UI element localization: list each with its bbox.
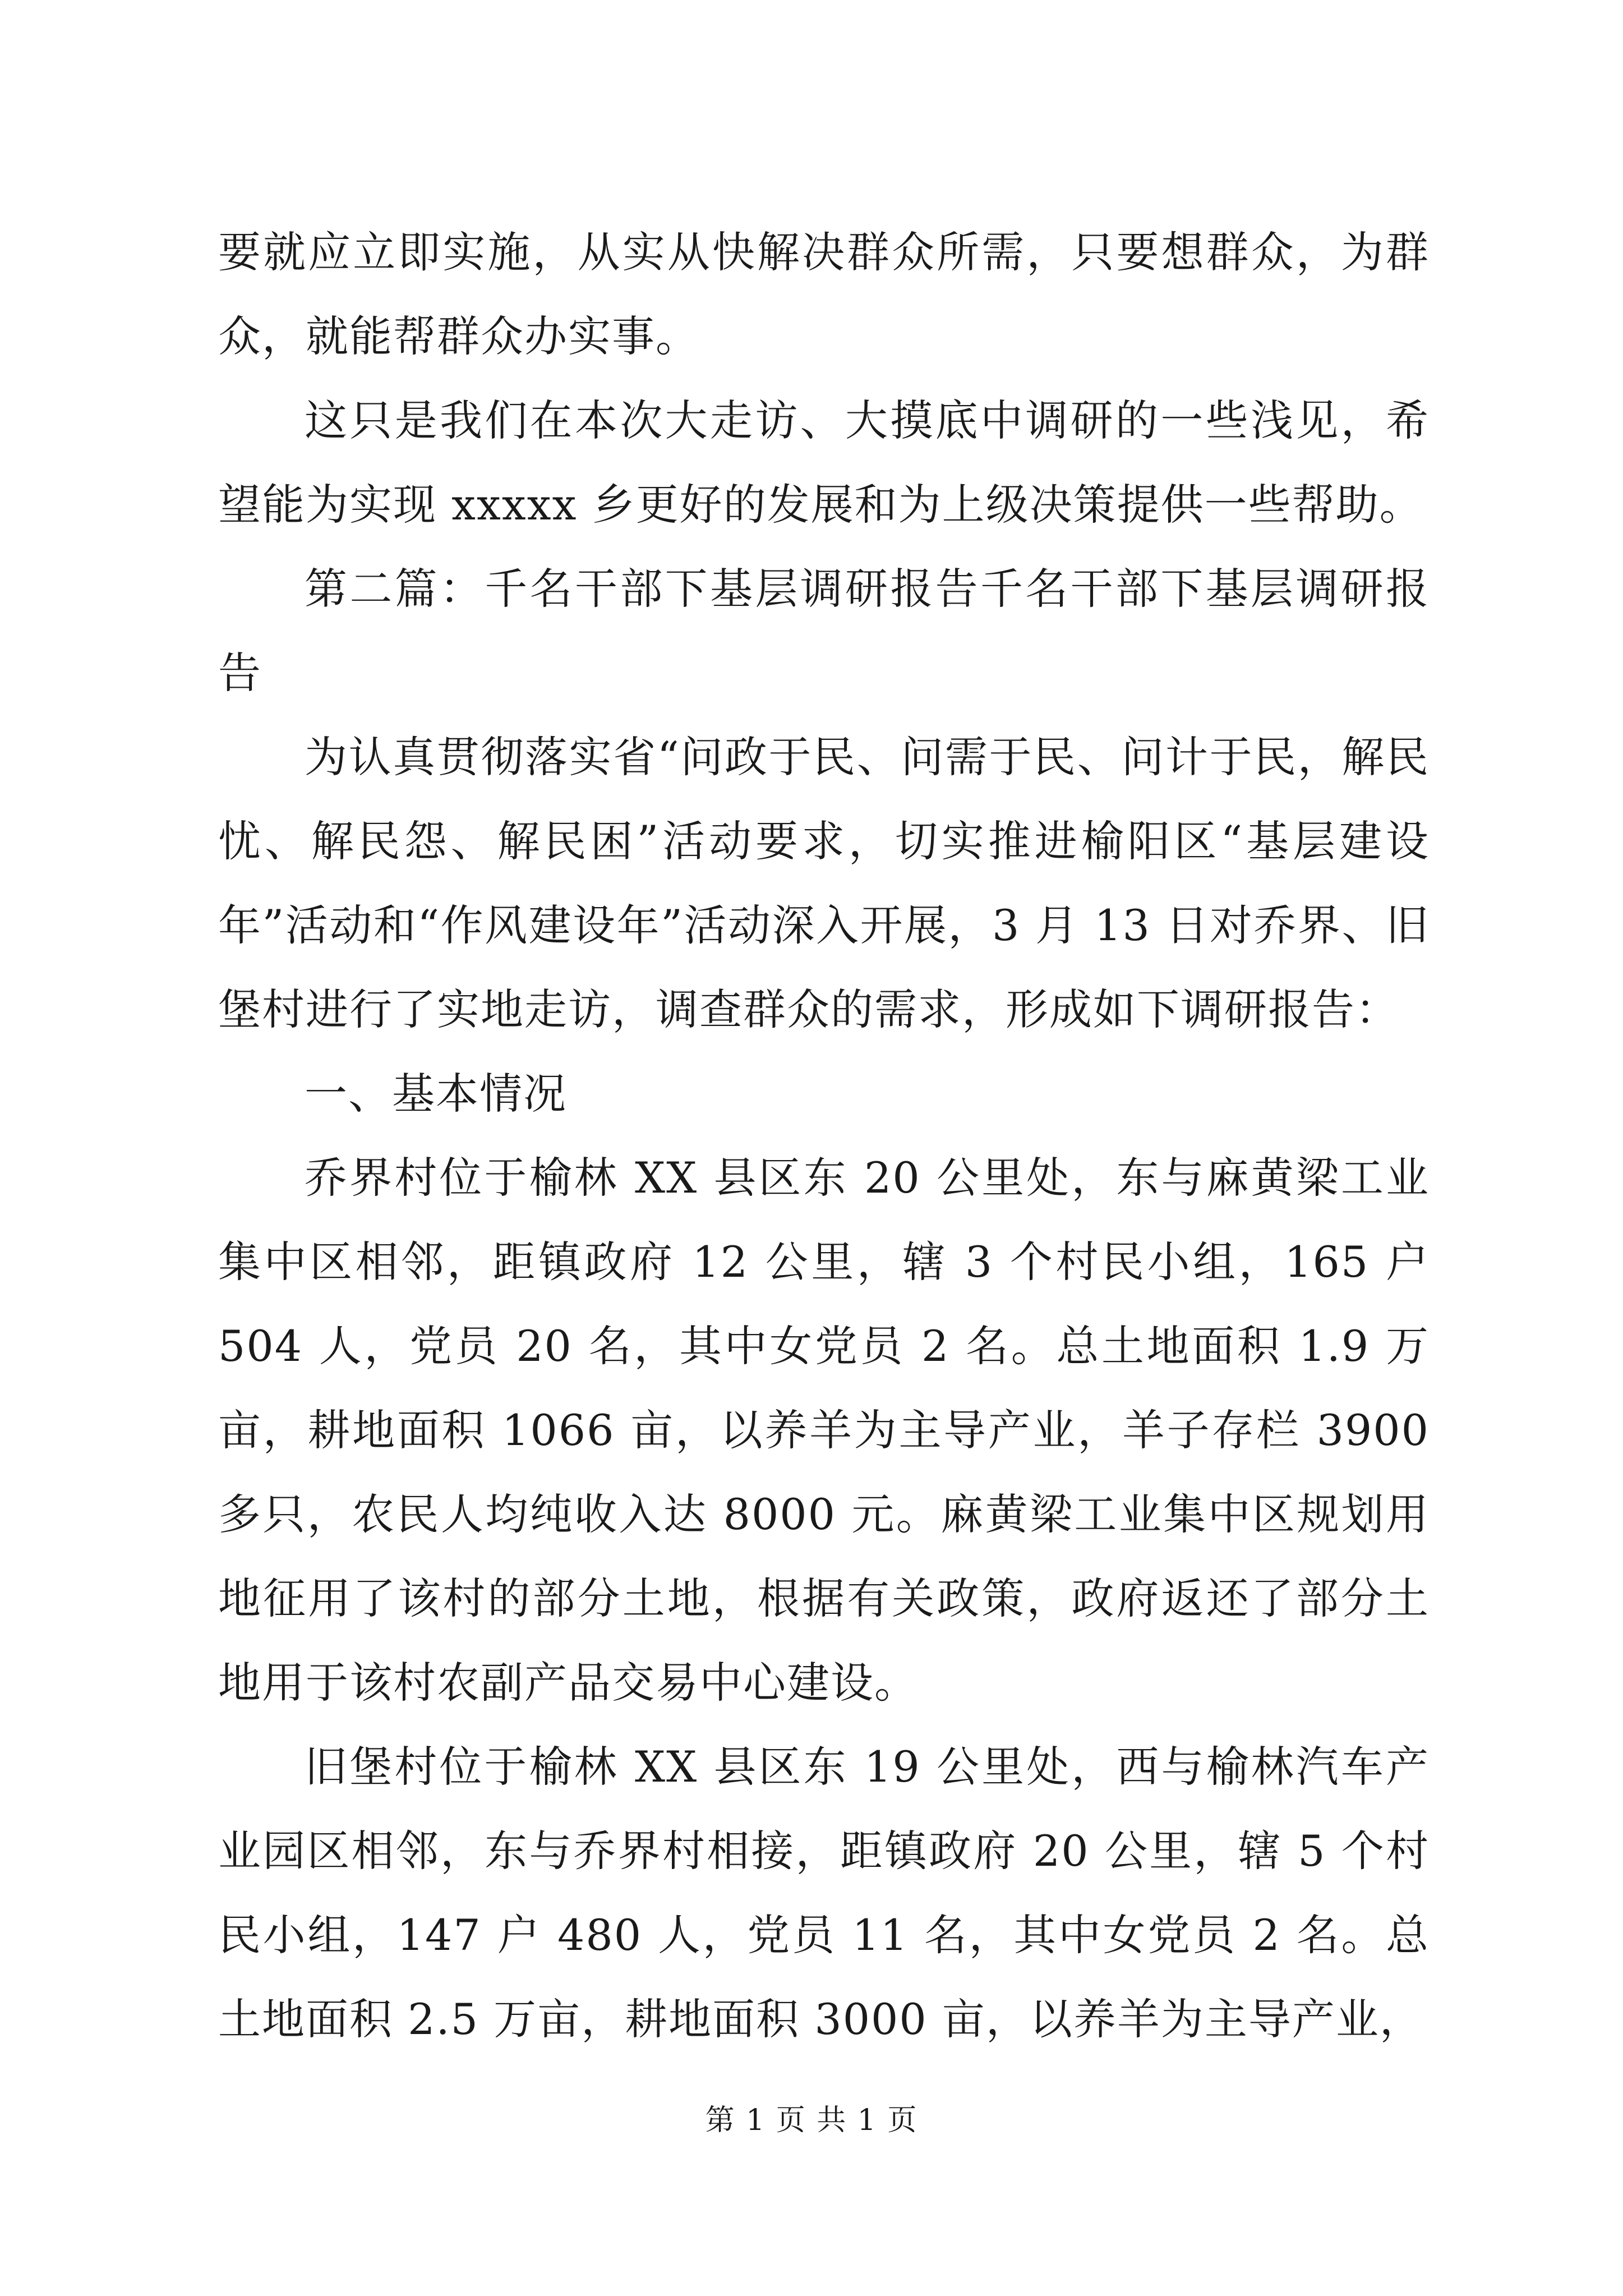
page-number-footer: 第 1 页 共 1 页: [705, 2104, 918, 2137]
paragraph-introduction: 为认真贯彻落实省“问政于民、问需于民、问计于民，解民忧、解民怨、解民困”活动要求，切实推进榆阳区“基层建设年”活动和“作风建设年”活动深入开展，3 月 13 日对乔界、旧堡村进行了实地走访，调查群众的需求，形成如下调研报告：: [218, 732, 1430, 1034]
paragraph-closing-remark: 这只是我们在本次大走访、大摸底中调研的一些浅见，希望能为实现 xxxxx 乡更好的发展和为上级决策提供一些帮助。: [218, 395, 1430, 530]
section-heading-basic-situation: 一、基本情况: [305, 1069, 567, 1119]
paragraph-jiubao-village: 旧堡村位于榆林 XX 县区东 19 公里处，西与榆林汽车产业园区相邻，东与乔界村相接，距镇政府 20 公里，辖 5 个村民小组，147 户 480 人，党员 11 名，其中女党员 2 名。总土地面积 2.5 万亩，耕地面积 3000 亩，以养羊为主导产业，: [218, 1742, 1430, 2044]
section-heading-part-two: 第二篇：千名干部下基层调研报告千名干部下基层调研报告: [218, 564, 1430, 698]
document-body: [218, 210, 1430, 2062]
paragraph-qiaojie-village: 乔界村位于榆林 XX 县区东 20 公里处，东与麻黄梁工业集中区相邻，距镇政府 12 公里，辖 3 个村民小组，165 户 504 人，党员 20 名，其中女党员 2 名。总土地面积 1.9 万亩，耕地面积 1066 亩，以养羊为主导产业，羊子存栏 3900 多只，农民人均纯收入达 8000 元。麻黄梁工业集中区规划用地征用了该村的部分土地，根据有关政策，政府返还了部分土地用于该村农副产品交易中心建设。: [218, 1153, 1430, 1708]
paragraph-continuation: 要就应立即实施，从实从快解决群众所需，只要想群众，为群众，就能帮群众办实事。: [218, 227, 1430, 361]
